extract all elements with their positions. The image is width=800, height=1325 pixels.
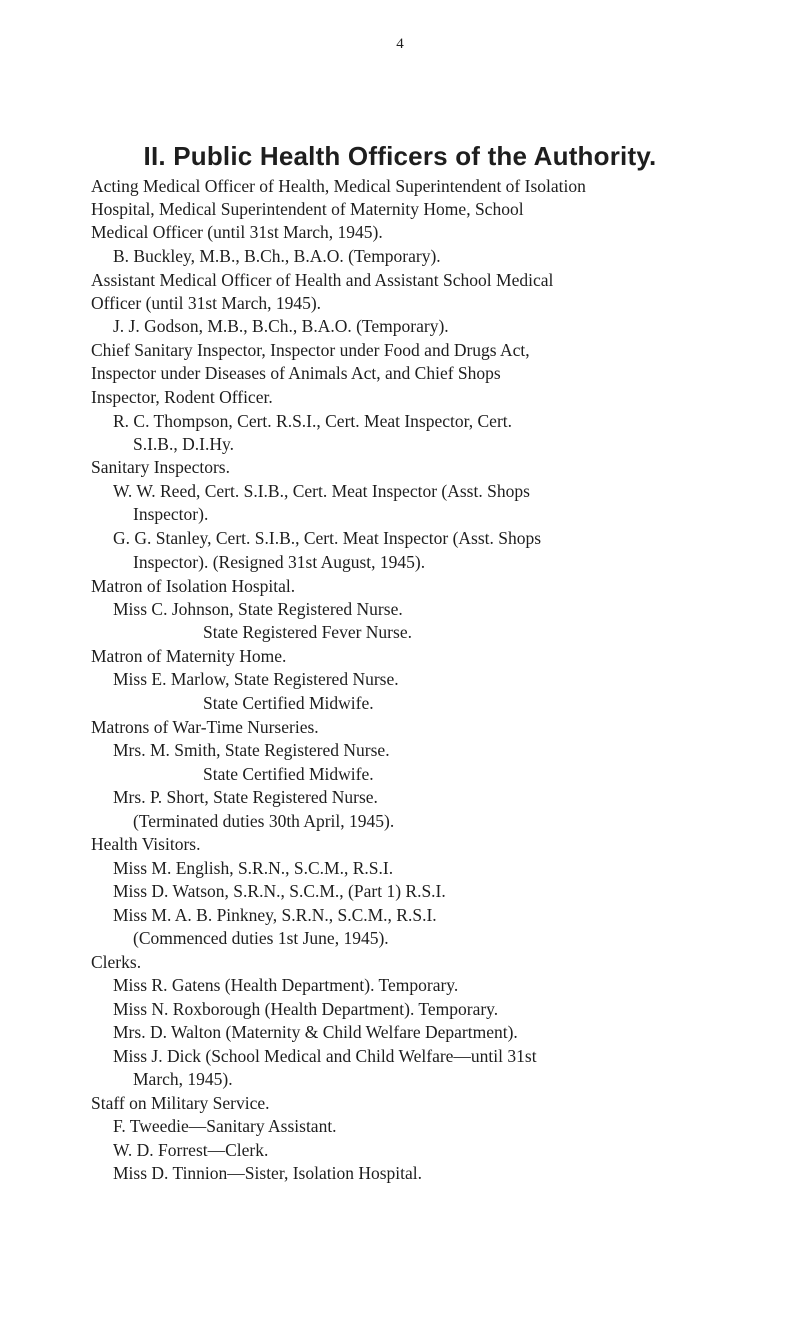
text-line: Miss N. Roxborough (Health Department). Temporary. — [113, 999, 499, 1019]
section-heading: Matron of Maternity Home. — [91, 646, 287, 666]
text-line: F. Tweedie—Sanitary Assistant. — [113, 1116, 337, 1136]
text-line: Miss D. Tinnion—Sister, Isolation Hospital. — [113, 1163, 422, 1183]
text-line: Miss D. Watson, S.R.N., S.C.M., (Part 1) R.S.I. — [113, 881, 446, 901]
page-number: 4 — [396, 36, 404, 52]
text-line: W. D. Forrest—Clerk. — [113, 1140, 269, 1160]
text-line: Inspector, Rodent Officer. — [91, 387, 273, 407]
text-line: Miss R. Gatens (Health Department). Temporary. — [113, 975, 459, 995]
text-line: Chief Sanitary Inspector, Inspector under Food and Drugs Act, — [91, 340, 530, 360]
text-line: Miss E. Marlow, State Registered Nurse. — [113, 669, 399, 689]
text-line: B. Buckley, M.B., B.Ch., B.A.O. (Temporary). — [113, 246, 441, 266]
text-line: Officer (until 31st March, 1945). — [91, 293, 322, 313]
section-heading: Clerks. — [91, 952, 142, 972]
text-line: (Terminated duties 30th April, 1945). — [133, 811, 395, 831]
text-line: State Certified Midwife. — [203, 693, 374, 713]
text-line: J. J. Godson, M.B., B.Ch., B.A.O. (Temporary). — [113, 316, 449, 336]
section-heading: Health Visitors. — [91, 834, 201, 854]
text-line: Mrs. M. Smith, State Registered Nurse. — [113, 740, 390, 760]
text-line: W. W. Reed, Cert. S.I.B., Cert. Meat Inspector (Asst. Shops — [113, 481, 530, 501]
text-line: Inspector). (Resigned 31st August, 1945). — [133, 552, 426, 572]
page-title: II. Public Health Officers of the Authority. — [143, 141, 657, 171]
text-line: Medical Officer (until 31st March, 1945). — [91, 222, 383, 242]
text-line: Mrs. P. Short, State Registered Nurse. — [113, 787, 378, 807]
text-line: Mrs. D. Walton (Maternity & Child Welfare Department). — [113, 1022, 518, 1042]
text-line: Inspector under Diseases of Animals Act, and Chief Shops — [91, 363, 501, 383]
text-line: State Registered Fever Nurse. — [203, 622, 412, 642]
text-line: Assistant Medical Officer of Health and Assistant School Medical — [91, 270, 554, 290]
text-line: Inspector). — [133, 504, 209, 524]
text-line: Miss M. English, S.R.N., S.C.M., R.S.I. — [113, 858, 394, 878]
section-heading: Staff on Military Service. — [91, 1093, 270, 1113]
text-line: S.I.B., D.I.Hy. — [133, 434, 234, 454]
text-line: R. C. Thompson, Cert. R.S.I., Cert. Meat Inspector, Cert. — [113, 411, 513, 431]
text-line: March, 1945). — [133, 1069, 233, 1089]
section-heading: Matrons of War-Time Nurseries. — [91, 717, 319, 737]
text-line: Hospital, Medical Superintendent of Maternity Home, School — [91, 199, 524, 219]
text-line: (Commenced duties 1st June, 1945). — [133, 928, 389, 948]
text-line: Miss M. A. B. Pinkney, S.R.N., S.C.M., R.S.I. — [113, 905, 437, 925]
text-line: Acting Medical Officer of Health, Medical Superintendent of Isolation — [91, 176, 586, 196]
text-line: Miss C. Johnson, State Registered Nurse. — [113, 599, 403, 619]
text-line: State Certified Midwife. — [203, 764, 374, 784]
text-line: Miss J. Dick (School Medical and Child Welfare—until 31st — [113, 1046, 537, 1066]
section-heading: Sanitary Inspectors. — [91, 457, 230, 477]
text-line: G. G. Stanley, Cert. S.I.B., Cert. Meat Inspector (Asst. Shops — [113, 528, 542, 548]
section-heading: Matron of Isolation Hospital. — [91, 576, 296, 596]
